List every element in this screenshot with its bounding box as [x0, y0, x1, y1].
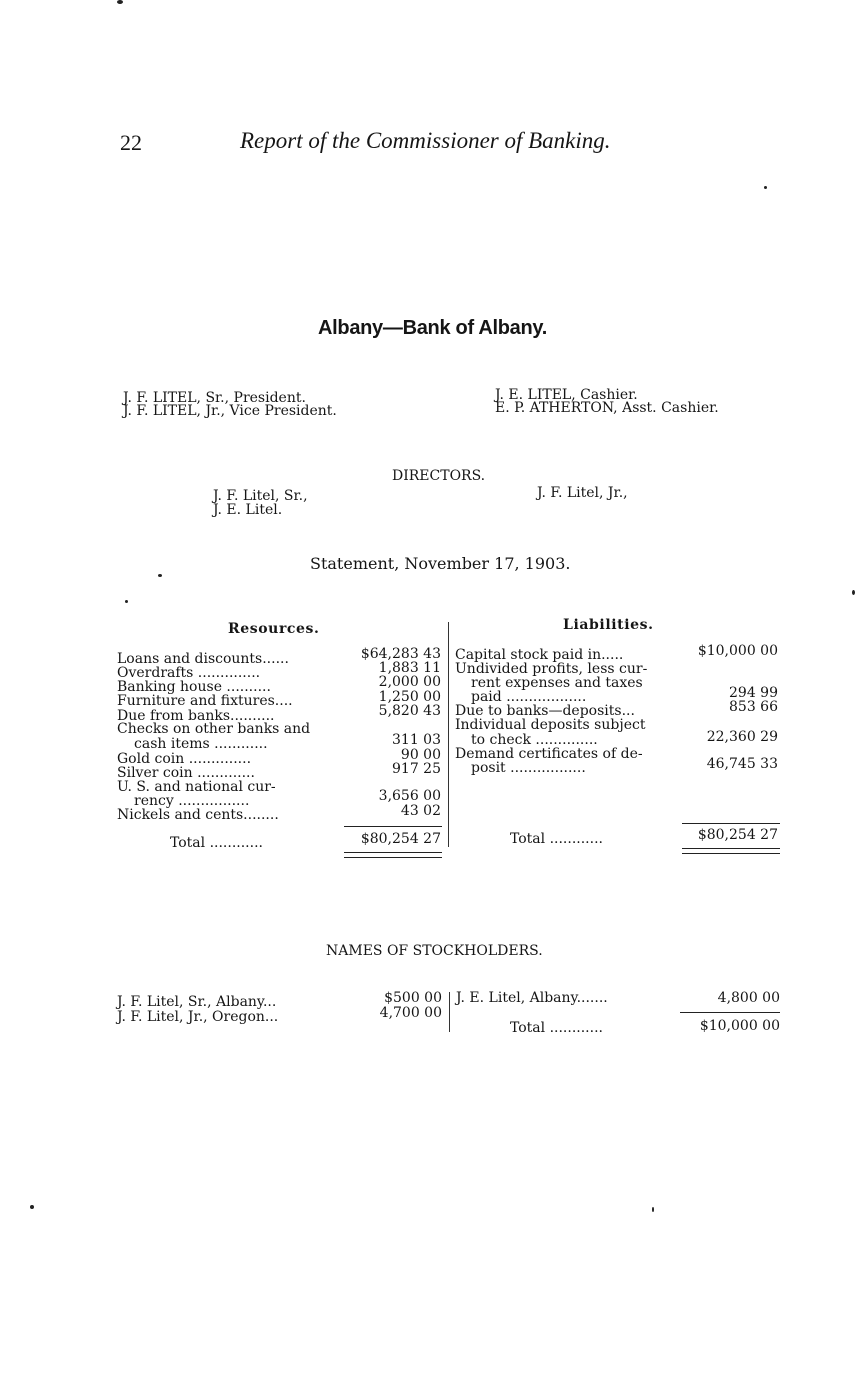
stockholders-total-rule — [680, 1012, 780, 1013]
liability-label: Individual deposits subject — [455, 717, 646, 733]
stockholder-name: J. F. Litel, Jr., Oregon... — [117, 1009, 279, 1025]
resources-total-double-rule — [344, 852, 442, 858]
liability-amount: 853 66 — [729, 699, 778, 715]
resources-total-amount: $80,254 27 — [360, 831, 441, 847]
stockholders-total-label: Total ............ — [510, 1020, 603, 1036]
resource-amount: 311 03 — [392, 732, 441, 748]
liability-label: paid .................. — [471, 689, 587, 705]
liability-amount: 46,745 33 — [706, 756, 778, 772]
resource-label: Loans and discounts...... — [117, 651, 289, 667]
liability-label: Undivided profits, less cur- — [455, 661, 648, 677]
scan-speck — [125, 600, 128, 603]
resource-label: Gold coin .............. — [117, 751, 252, 767]
officer-asst-cashier: E. P. ATHERTON, Asst. Cashier. — [495, 400, 719, 416]
resource-amount: 1,883 11 — [378, 660, 441, 676]
stockholder-name: J. E. Litel, Albany....... — [456, 990, 608, 1006]
resource-label: cash items ............ — [134, 736, 268, 752]
resource-label: Nickels and cents........ — [117, 807, 279, 823]
stockholder-amount: $500 00 — [384, 990, 442, 1006]
liability-label: posit ................. — [471, 760, 586, 776]
resource-label: rency ................ — [134, 793, 250, 809]
column-divider — [448, 622, 449, 847]
liabilities-total-label: Total ............ — [510, 831, 603, 847]
statement-title: Statement, November 17, 1903. — [310, 554, 571, 573]
resource-amount: 2,000 00 — [378, 674, 441, 690]
director-name: J. F. Litel, Sr., — [213, 488, 308, 504]
resource-amount: 1,250 00 — [378, 689, 441, 705]
director-name: J. E. Litel. — [213, 502, 283, 518]
liability-label: Demand certificates of de- — [455, 746, 643, 762]
liability-label: Due to banks—deposits... — [455, 703, 635, 719]
resource-amount: $64,283 43 — [360, 646, 441, 662]
resource-label: Overdrafts .............. — [117, 665, 261, 681]
scan-speck — [764, 186, 767, 189]
resource-amount: 43 02 — [400, 803, 441, 819]
liabilities-total-double-rule — [682, 848, 780, 854]
scan-speck — [652, 1207, 654, 1212]
directors-heading: DIRECTORS. — [392, 468, 486, 484]
liability-label: Capital stock paid in..... — [455, 647, 624, 663]
stockholders-heading: NAMES OF STOCKHOLDERS. — [326, 943, 543, 959]
liability-amount: 22,360 29 — [706, 729, 778, 745]
officer-vice-president: J. F. LITEL, Jr., Vice President. — [123, 403, 337, 419]
resources-heading: Resources. — [228, 621, 320, 637]
liabilities-total-amount: $80,254 27 — [697, 827, 778, 843]
resources-total-rule — [344, 826, 442, 827]
resource-label: U. S. and national cur- — [117, 779, 276, 795]
resource-label: Banking house .......... — [117, 679, 271, 695]
liabilities-heading: Liabilities. — [563, 617, 654, 633]
liability-amount: $10,000 00 — [697, 643, 778, 659]
stockholders-divider — [449, 992, 450, 1032]
resource-label: Checks on other banks and — [117, 721, 311, 737]
resource-amount: 5,820 43 — [378, 703, 441, 719]
scan-speck — [158, 574, 162, 577]
liability-label: to check .............. — [471, 732, 598, 748]
stockholder-amount: 4,800 00 — [717, 990, 780, 1006]
resource-amount: 90 00 — [400, 747, 441, 763]
stockholders-total-amount: $10,000 00 — [699, 1018, 780, 1034]
resource-label: Furniture and fixtures.... — [117, 693, 293, 709]
resource-amount: 917 25 — [392, 761, 441, 777]
page-number: 22 — [120, 130, 142, 155]
running-title: Report of the Commissioner of Banking. — [240, 128, 611, 153]
stockholder-name: J. F. Litel, Sr., Albany... — [117, 994, 277, 1010]
scan-speck — [852, 590, 855, 595]
scan-speck — [30, 1205, 34, 1209]
resources-total-label: Total ............ — [170, 835, 263, 851]
resource-amount: 3,656 00 — [378, 788, 441, 804]
stockholder-amount: 4,700 00 — [379, 1005, 442, 1021]
liability-label: rent expenses and taxes — [471, 675, 643, 691]
officer-president: J. F. LITEL, Sr., President. — [123, 390, 306, 406]
resource-label: Silver coin ............. — [117, 765, 255, 781]
bank-title: Albany—Bank of Albany. — [318, 317, 547, 339]
scan-speck — [117, 0, 123, 4]
officer-cashier: J. E. LITEL, Cashier. — [495, 387, 638, 403]
liability-amount: 294 99 — [729, 685, 778, 701]
resource-label: Due from banks.......... — [117, 708, 275, 724]
liabilities-total-rule — [682, 823, 780, 824]
director-name: J. F. Litel, Jr., — [537, 485, 628, 501]
